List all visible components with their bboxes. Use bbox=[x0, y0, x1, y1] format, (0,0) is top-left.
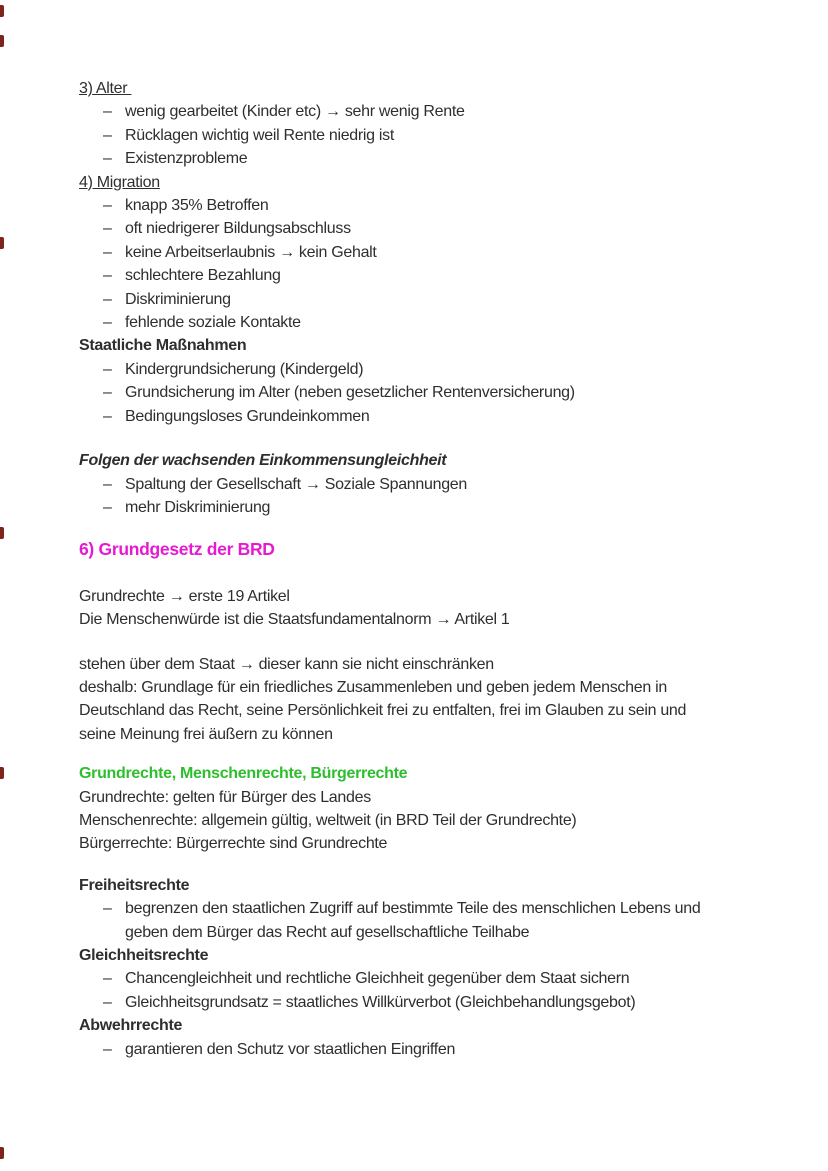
spacer bbox=[79, 519, 788, 538]
text-line bbox=[79, 585, 788, 608]
bullet-text: fehlende soziale Kontakte bbox=[125, 314, 301, 332]
bullet-item bbox=[79, 194, 788, 217]
bullet-item bbox=[79, 241, 788, 264]
bullet-item bbox=[79, 897, 788, 920]
line-text: Grundrechte → erste 19 Artikel bbox=[79, 587, 290, 605]
line-text: 3) Alter bbox=[79, 80, 132, 97]
line-text: geben dem Bürger das Recht auf gesellschaftliche Teilhabe bbox=[125, 923, 530, 941]
line-text: Freiheitsrechte bbox=[79, 876, 190, 894]
page-edge-mark bbox=[0, 5, 4, 17]
bullet-dash: – bbox=[103, 314, 112, 332]
bullet-text: garantieren den Schutz vor staatlichen Eingriffen bbox=[125, 1040, 456, 1058]
bullet-item bbox=[79, 381, 788, 404]
bullet-item bbox=[79, 100, 788, 123]
spacer bbox=[79, 562, 788, 585]
bullet-item bbox=[79, 311, 788, 334]
bullet-item bbox=[79, 1038, 788, 1061]
spacer bbox=[79, 856, 788, 874]
bullet-item bbox=[79, 496, 788, 519]
bullet-text: Rücklagen wichtig weil Rente niedrig ist bbox=[125, 126, 395, 144]
page-edge-mark bbox=[0, 35, 4, 47]
bullet-dash: – bbox=[103, 126, 112, 144]
chapter-heading bbox=[79, 538, 788, 561]
line-text: Grundrechte: gelten für Bürger des Landes bbox=[79, 788, 371, 806]
bullet-item bbox=[79, 217, 788, 240]
bullet-dash: – bbox=[103, 243, 112, 261]
bullet-text: knapp 35% Betroffen bbox=[125, 197, 269, 215]
line-text: Die Menschenwürde ist die Staatsfundamentalnorm → Artikel 1 bbox=[79, 611, 510, 629]
bullet-item bbox=[79, 967, 788, 990]
bullet-item bbox=[79, 124, 788, 147]
bullet-item bbox=[79, 264, 788, 287]
bullet-dash: – bbox=[103, 993, 112, 1011]
spacer bbox=[79, 428, 788, 449]
spacer bbox=[79, 632, 788, 653]
line-text: Menschenrechte: allgemein gültig, weltweit (in BRD Teil der Grundrechte) bbox=[79, 811, 577, 829]
bullet-text: Gleichheitsgrundsatz = staatliches Willkürverbot (Gleichbehandlungsgebot) bbox=[125, 993, 636, 1011]
spacer bbox=[79, 746, 788, 762]
bullet-dash: – bbox=[103, 384, 112, 402]
bullet-text: Chancengleichheit und rechtliche Gleichheit gegenüber dem Staat sichern bbox=[125, 970, 630, 988]
bullet-dash: – bbox=[103, 475, 112, 493]
text-line bbox=[79, 608, 788, 631]
bullet-text: keine Arbeitserlaubnis → kein Gehalt bbox=[125, 243, 377, 261]
bullet-dash: – bbox=[103, 150, 112, 168]
bullet-dash: – bbox=[103, 900, 112, 918]
page-edge-mark bbox=[0, 527, 4, 539]
line-text: Folgen der wachsenden Einkommensungleichheit bbox=[79, 452, 447, 470]
bullet-text: oft niedrigerer Bildungsabschluss bbox=[125, 220, 351, 238]
bullet-text: Kindergrundsicherung (Kindergeld) bbox=[125, 360, 364, 378]
bullet-dash: – bbox=[103, 290, 112, 308]
text-line bbox=[79, 653, 788, 676]
subsection-heading bbox=[79, 944, 788, 967]
bullet-text: Spaltung der Gesellschaft → Soziale Spannungen bbox=[125, 475, 467, 493]
page-edge-mark bbox=[0, 237, 4, 249]
bullet-dash: – bbox=[103, 197, 112, 215]
text-line bbox=[79, 676, 788, 699]
subsection-heading-italic bbox=[79, 449, 788, 472]
bullet-item bbox=[79, 358, 788, 381]
bullet-dash: – bbox=[103, 267, 112, 285]
section-heading-underlined bbox=[79, 77, 788, 100]
text-line bbox=[79, 809, 788, 832]
bullet-dash: – bbox=[103, 220, 112, 238]
bullet-dash: – bbox=[103, 498, 112, 516]
bullet-text: Diskriminierung bbox=[125, 290, 231, 308]
bullet-item bbox=[79, 473, 788, 496]
bullet-text: Existenzprobleme bbox=[125, 150, 248, 168]
line-text: Deutschland das Recht, seine Persönlichkeit frei zu entfalten, frei im Glauben zu sein und bbox=[79, 702, 687, 720]
bullet-text: mehr Diskriminierung bbox=[125, 498, 271, 516]
subsection-heading bbox=[79, 1014, 788, 1037]
bullet-text: Grundsicherung im Alter (neben gesetzlicher Rentenversicherung) bbox=[125, 384, 575, 402]
bullet-item bbox=[79, 991, 788, 1014]
text-line bbox=[79, 786, 788, 809]
line-text: stehen über dem Staat → dieser kann sie nicht einschränken bbox=[79, 655, 494, 673]
bullet-item bbox=[79, 147, 788, 170]
bullet-item bbox=[79, 288, 788, 311]
bullet-dash: – bbox=[103, 407, 112, 425]
bullet-dash: – bbox=[103, 360, 112, 378]
subsection-heading bbox=[79, 874, 788, 897]
bullet-dash: – bbox=[103, 103, 112, 121]
line-text: Grundrechte, Menschenrechte, Bürgerrechte bbox=[79, 765, 408, 783]
section-heading-underlined bbox=[79, 171, 788, 194]
text-line bbox=[79, 832, 788, 855]
subsection-heading bbox=[79, 334, 788, 357]
text-line bbox=[79, 723, 788, 746]
page-edge-mark bbox=[0, 767, 4, 779]
line-text: seine Meinung frei äußern zu können bbox=[79, 725, 333, 743]
line-text: Bürgerrechte: Bürgerrechte sind Grundrechte bbox=[79, 835, 388, 853]
line-text: Staatliche Maßnahmen bbox=[79, 337, 247, 355]
bullet-text: begrenzen den staatlichen Zugriff auf bestimmte Teile des menschlichen Lebens und bbox=[125, 900, 701, 918]
bullet-text: schlechtere Bezahlung bbox=[125, 267, 281, 285]
bullet-dash: – bbox=[103, 970, 112, 988]
bullet-text: Bedingungsloses Grundeinkommen bbox=[125, 407, 370, 425]
text-line bbox=[79, 699, 788, 722]
line-text: 6) Grundgesetz der BRD bbox=[79, 539, 275, 560]
bullet-dash: – bbox=[103, 1040, 112, 1058]
bullet-item bbox=[79, 405, 788, 428]
bullet-text: wenig gearbeitet (Kinder etc) → sehr wenig Rente bbox=[125, 103, 465, 121]
subsection-heading-green bbox=[79, 762, 788, 785]
notes-text-block bbox=[79, 77, 788, 1061]
line-text: 4) Migration bbox=[79, 173, 160, 191]
line-text: deshalb: Grundlage für ein friedliches Zusammenleben und geben jedem Menschen in bbox=[79, 678, 667, 696]
page-edge-mark bbox=[0, 1147, 4, 1159]
line-text: Gleichheitsrechte bbox=[79, 947, 209, 964]
bullet-continuation-line bbox=[79, 921, 788, 944]
line-text: Abwehrrechte bbox=[79, 1017, 183, 1035]
